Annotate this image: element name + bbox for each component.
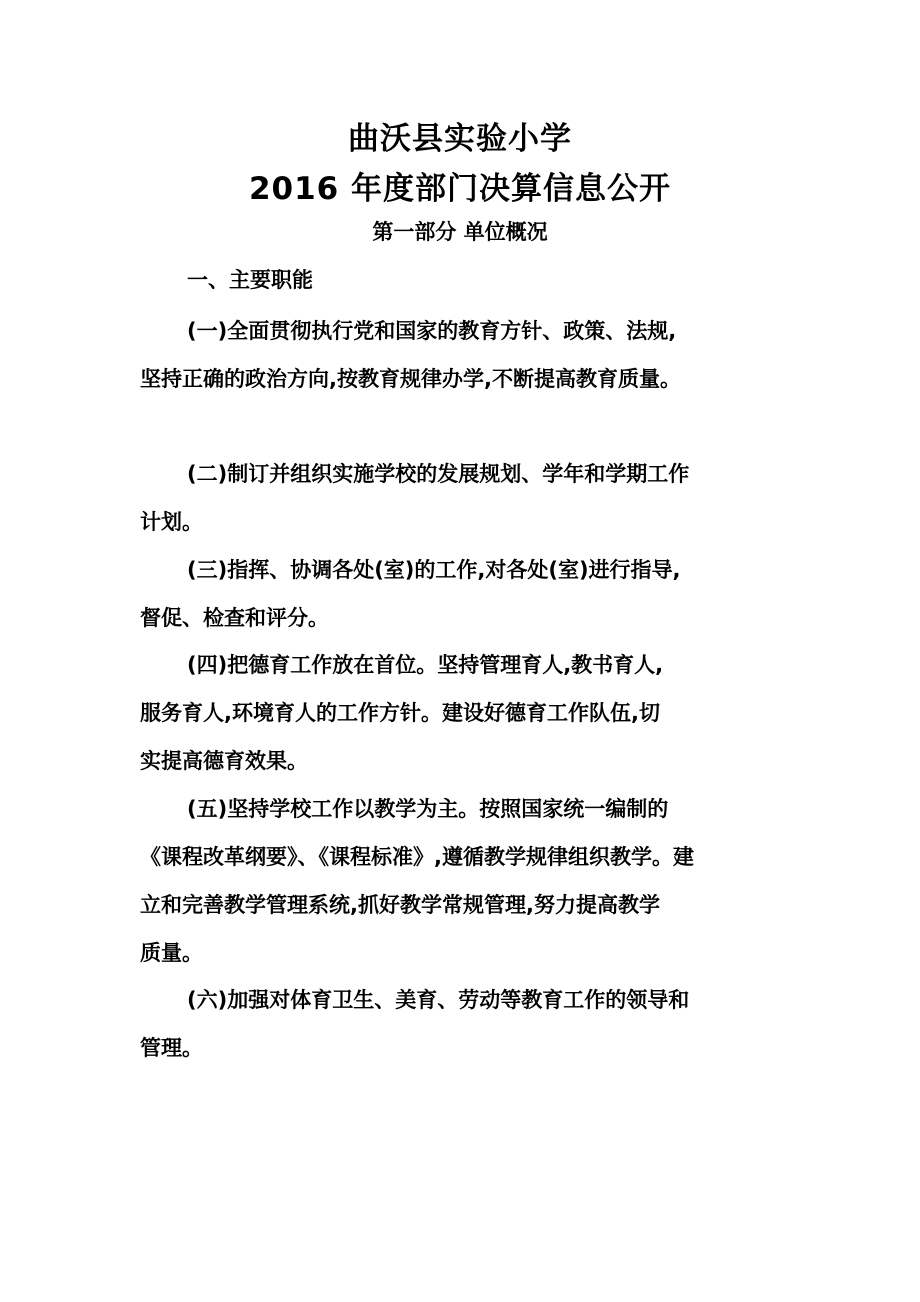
paragraph-1-line-1: (一)全面贯彻执行党和国家的教育方针、政策、法规, xyxy=(187,319,677,343)
paragraph-4-line-3: 实提高德育效果。 xyxy=(140,749,308,773)
paragraph-5-line-1: (五)坚持学校工作以教学为主。按照国家统一编制的 xyxy=(187,797,669,821)
paragraph-4-line-1: (四)把德育工作放在首位。坚持管理育人,教书育人, xyxy=(187,653,664,677)
paragraph-3-line-2: 督促、检查和评分。 xyxy=(140,606,329,630)
paragraph-5-line-2: 《课程改革纲要》、《课程标准》,遵循教学规律组织教学。建 xyxy=(140,845,694,869)
paragraph-5-line-3: 立和完善教学管理系统,抓好教学常规管理,努力提高教学 xyxy=(140,893,660,917)
paragraph-6-line-1: (六)加强对体育卫生、美育、劳动等教育工作的领导和 xyxy=(187,988,690,1012)
paragraph-2-line-1: (二)制订并组织实施学校的发展规划、学年和学期工作 xyxy=(187,462,690,486)
paragraph-6-line-2: 管理。 xyxy=(140,1036,203,1060)
part-heading: 第一部分 单位概况 xyxy=(372,220,548,244)
paragraph-3-line-1: (三)指挥、协调各处(室)的工作,对各处(室)进行指导, xyxy=(187,558,681,582)
section-heading: 一、主要职能 xyxy=(187,268,313,292)
paragraph-1-line-2: 坚持正确的政治方向,按教育规律办学,不断提高教育质量。 xyxy=(140,367,681,391)
document-subtitle-year: 2016 年度部门决算信息公开 xyxy=(248,171,672,207)
paragraph-2-line-2: 计划。 xyxy=(140,510,203,534)
paragraph-5-line-4: 质量。 xyxy=(140,941,203,965)
paragraph-4-line-2: 服务育人,环境育人的工作方针。建设好德育工作队伍,切 xyxy=(140,701,660,725)
document-title: 曲沃县实验小学 xyxy=(348,121,572,157)
